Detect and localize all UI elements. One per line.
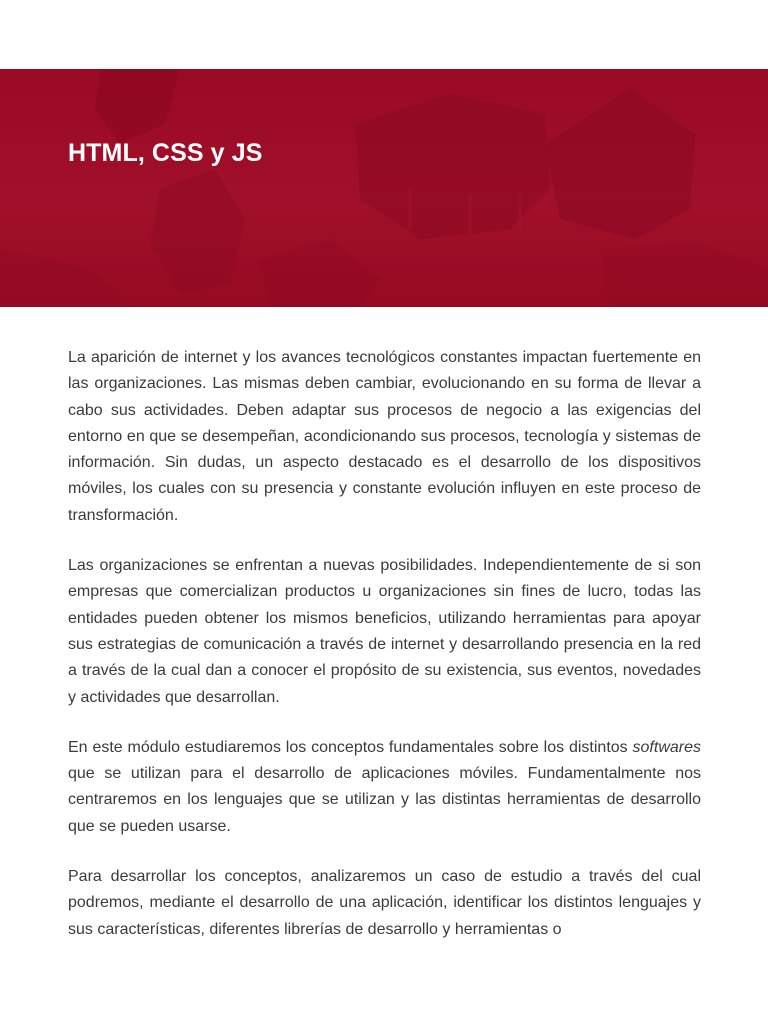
- paragraph-3-after: que se utilizan para el desarrollo de aplicaciones móviles. Fundamentalmente nos centraremos en los lenguajes que se utilizan y las distintas herramientas de desarrollo que se pueden usarse.: [68, 765, 701, 835]
- paragraph-4: Para desarrollar los conceptos, analizaremos un caso de estudio a través del cual podremos, mediante el desarrollo de una aplicación, identificar los distintos lenguajes y sus características, diferentes librerías de desarrollo y herramientas o: [68, 868, 701, 938]
- paragraph-2: Las organizaciones se enfrentan a nuevas posibilidades. Independientemente de si son empresas que comercializan productos u organizaciones sin fines de lucro, todas las entidades pueden obtener los mismos beneficios, utilizando herramientas para apoyar sus estrategias de comunicación a través de internet y desarrollando presencia en la red a través de la cual dan a conocer el propósito de su existencia, sus eventos, novedades y actividades que desarrollan.: [68, 557, 701, 706]
- paragraph-3: [68, 735, 701, 840]
- paragraph-1: La aparición de internet y los avances tecnológicos constantes impactan fuertemente en las organizaciones. Las mismas deben cambiar, evolucionando en su forma de llevar a cabo sus actividades. Deben adaptar sus procesos de negocio a las exigencias del entorno en que se desempeñan, acondicionando sus procesos, tecnología y sistemas de información. Sin dudas, un aspecto destacado es el desarrollo de los dispositivos móviles, los cuales con su presencia y constante evolución influyen en este proceso de transformación.: [68, 349, 701, 524]
- page-title: HTML, CSS y JS: [68, 139, 263, 167]
- body-text: [68, 345, 701, 967]
- hero-banner: [0, 69, 768, 307]
- paragraph-3-before: En este módulo estudiaremos los conceptos fundamentales sobre los distintos: [68, 738, 633, 756]
- hero-background-pattern: [0, 69, 768, 307]
- paragraph-3-emphasis: softwares: [632, 738, 701, 756]
